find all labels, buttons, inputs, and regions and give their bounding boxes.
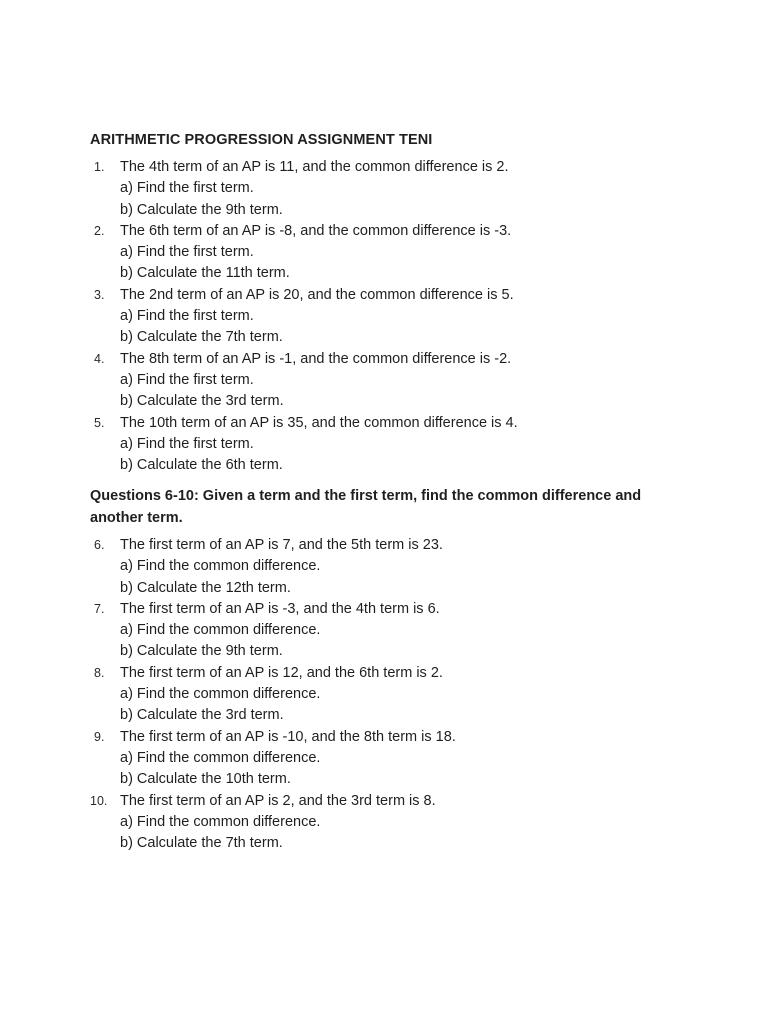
question-number: 2. [94,223,105,238]
subquestion-a: a) Find the common difference. [120,558,321,575]
subquestion-b: b) Calculate the 9th term. [120,643,283,660]
question-text: The first term of an AP is -3, and the 4th term is 6. [120,600,440,617]
question-text: The first term of an AP is 12, and the 6th term is 2. [120,664,443,681]
subquestion-b: b) Calculate the 3rd term. [120,707,284,724]
question-text: The 4th term of an AP is 11, and the common difference is 2. [120,159,509,175]
subquestion-a: a) Find the common difference. [120,813,321,830]
question-text: The first term of an AP is 7, and the 5th term is 23. [120,537,443,553]
subquestion-a: a) Find the common difference. [120,622,321,639]
subquestion-a: a) Find the first term. [120,435,254,452]
subquestion-b: b) Calculate the 3rd term. [120,393,284,410]
subquestion-a: a) Find the first term. [120,244,254,261]
question-text: The 10th term of an AP is 35, and the common difference is 4. [120,414,518,431]
subquestion-b: b) Calculate the 7th term. [120,835,283,852]
subquestion-b: b) Calculate the 10th term. [120,771,291,788]
question-number: 3. [94,287,105,302]
section-heading: Questions 6-10: Given a term and the first term, find the common difference and another term. [90,488,642,526]
question-number: 7. [94,601,105,616]
question-number: 10. [90,793,108,808]
subquestion-a: a) Find the first term. [120,308,254,325]
question-number: 6. [94,538,105,552]
question-number: 8. [94,665,105,680]
subquestion-b: b) Calculate the 9th term. [120,201,283,218]
question-number: 5. [94,415,105,430]
subquestion-a: a) Find the common difference. [120,749,321,766]
subquestion-b: b) Calculate the 6th term. [120,457,283,474]
subquestion-a: a) Find the common difference. [120,686,321,703]
question-number: 4. [94,351,105,366]
question-number: 1. [94,160,105,174]
question-text: The 2nd term of an AP is 20, and the common difference is 5. [120,286,514,303]
subquestion-a: a) Find the first term. [120,180,254,197]
question-text: The first term of an AP is -10, and the 8th term is 18. [120,728,456,745]
document-title: ARITHMETIC PROGRESSION ASSIGNMENT TENI [90,132,433,148]
question-text: The 8th term of an AP is -1, and the common difference is -2. [120,350,512,367]
subquestion-b: b) Calculate the 11th term. [120,265,290,282]
subquestion-b: b) Calculate the 7th term. [120,329,283,346]
question-text: The 6th term of an AP is -8, and the common difference is -3. [120,222,512,239]
subquestion-b: b) Calculate the 12th term. [120,579,291,596]
subquestion-a: a) Find the first term. [120,371,254,388]
question-text: The first term of an AP is 2, and the 3rd term is 8. [120,792,436,809]
question-number: 9. [94,729,105,744]
